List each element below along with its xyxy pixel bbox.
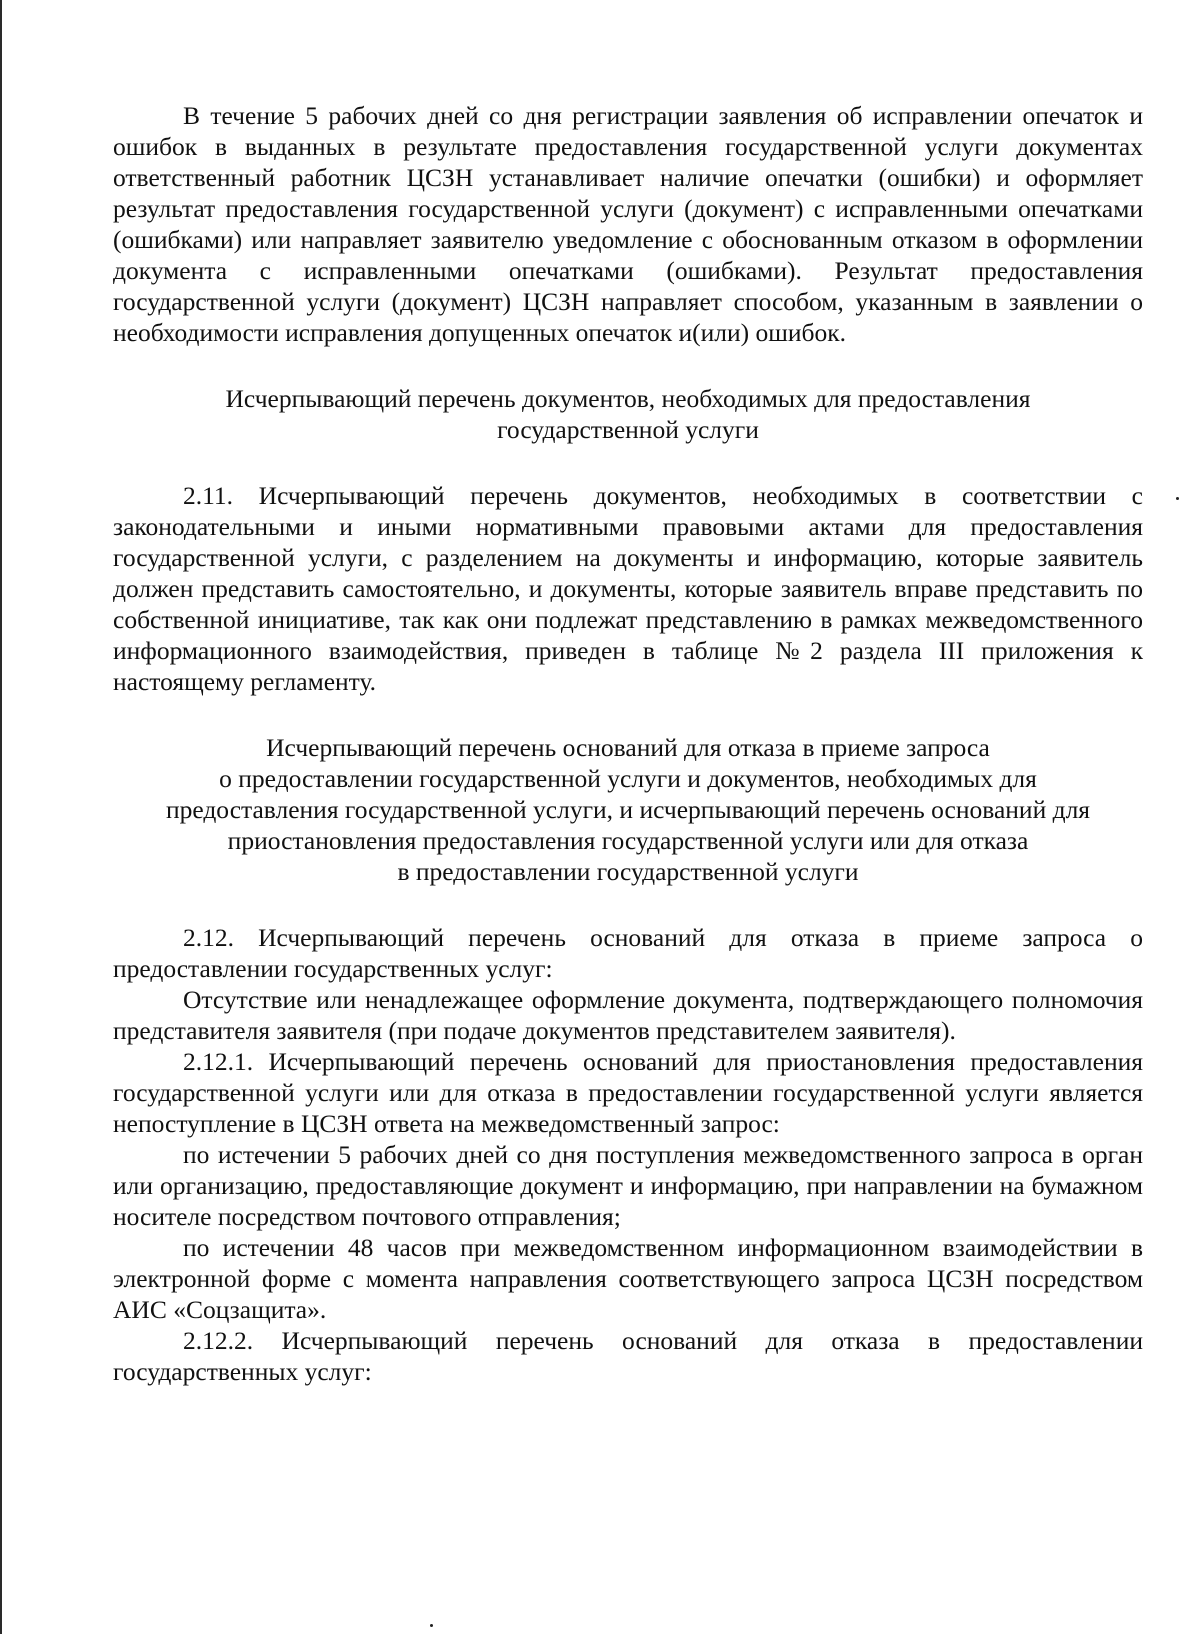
paragraph-48-hours: по истечении 48 часов при межведомственном информационном взаимодействии в электронной форме с момента направления соответствующего запроса ЦСЗН посредством АИС «Соцзащита». (113, 1233, 1143, 1324)
heading-refusal-line-2: о предоставлении государственной услуги и документов, необходимых для (219, 764, 1037, 793)
heading-documents-line-2: государственной услуги (497, 415, 759, 444)
paragraph-2-12-2: 2.12.2. Исчерпывающий перечень оснований для отказа в предоставлении государственных услуг: (113, 1326, 1143, 1386)
document-body (113, 100, 1143, 1387)
paragraph-2-11: 2.11. Исчерпывающий перечень документов, необходимых в соответствии с законодательными и иными нормативными правовыми актами для предоставления государственной услуги, с разделением на документы и информацию, которые заявитель должен представить самостоятельно, и документы, которые заявитель вправе представить по собственной инициативе, так как они подлежат представлению в рамках межведомственного информационного взаимодействия, приведен в таблице №2 раздела III приложения к настоящему регламенту. (113, 481, 1143, 696)
heading-refusal-line-1: Исчерпывающий перечень оснований для отказа в приеме запроса (266, 733, 990, 762)
scan-speck (430, 1624, 433, 1627)
scan-speck (1176, 497, 1179, 500)
paragraph-2-12: 2.12. Исчерпывающий перечень оснований для отказа в приеме запроса о предоставлении государственных услуг: (113, 923, 1143, 983)
scan-edge (0, 0, 2, 1634)
heading-refusal (113, 732, 1143, 887)
paragraph-absence: Отсутствие или ненадлежащее оформление документа, подтверждающего полномочия представителя заявителя (при подаче документов представителем заявителя). (113, 985, 1143, 1045)
paragraph-5-days: по истечении 5 рабочих дней со дня поступления межведомственного запроса в орган или организацию, предоставляющие документ и информацию, при направлении на бумажном носителе посредством почтового отправления; (113, 1140, 1143, 1231)
heading-documents (113, 383, 1143, 445)
heading-refusal-line-4: приостановления предоставления государственной услуги или для отказа (227, 826, 1029, 855)
paragraph-2-12-1: 2.12.1. Исчерпывающий перечень оснований для приостановления предоставления государственной услуги или для отказа в предоставлении государственной услуги является непоступление в ЦСЗН ответа на межведомственный запрос: (113, 1047, 1143, 1138)
paragraph-intro: В течение 5 рабочих дней со дня регистрации заявления об исправлении опечаток и ошибок в выданных в результате предоставления государственной услуги документах ответственный работник ЦСЗН устанавливает наличие опечатки (ошибки) и оформляет результат предоставления государственной услуги (документ) с исправленными опечатками (ошибками) или направляет заявителю уведомление с обоснованным отказом в оформлении документа с исправленными опечатками (ошибками). Результат предоставления государственной услуги (документ) ЦСЗН направляет способом, указанным в заявлении о необходимости исправления допущенных опечаток и(или) ошибок. (113, 101, 1143, 347)
heading-refusal-line-3: предоставления государственной услуги, и исчерпывающий перечень оснований для (165, 795, 1091, 824)
heading-refusal-line-5: в предоставлении государственной услуги (397, 857, 859, 886)
heading-documents-line-1: Исчерпывающий перечень документов, необходимых для предоставления (225, 384, 1031, 413)
